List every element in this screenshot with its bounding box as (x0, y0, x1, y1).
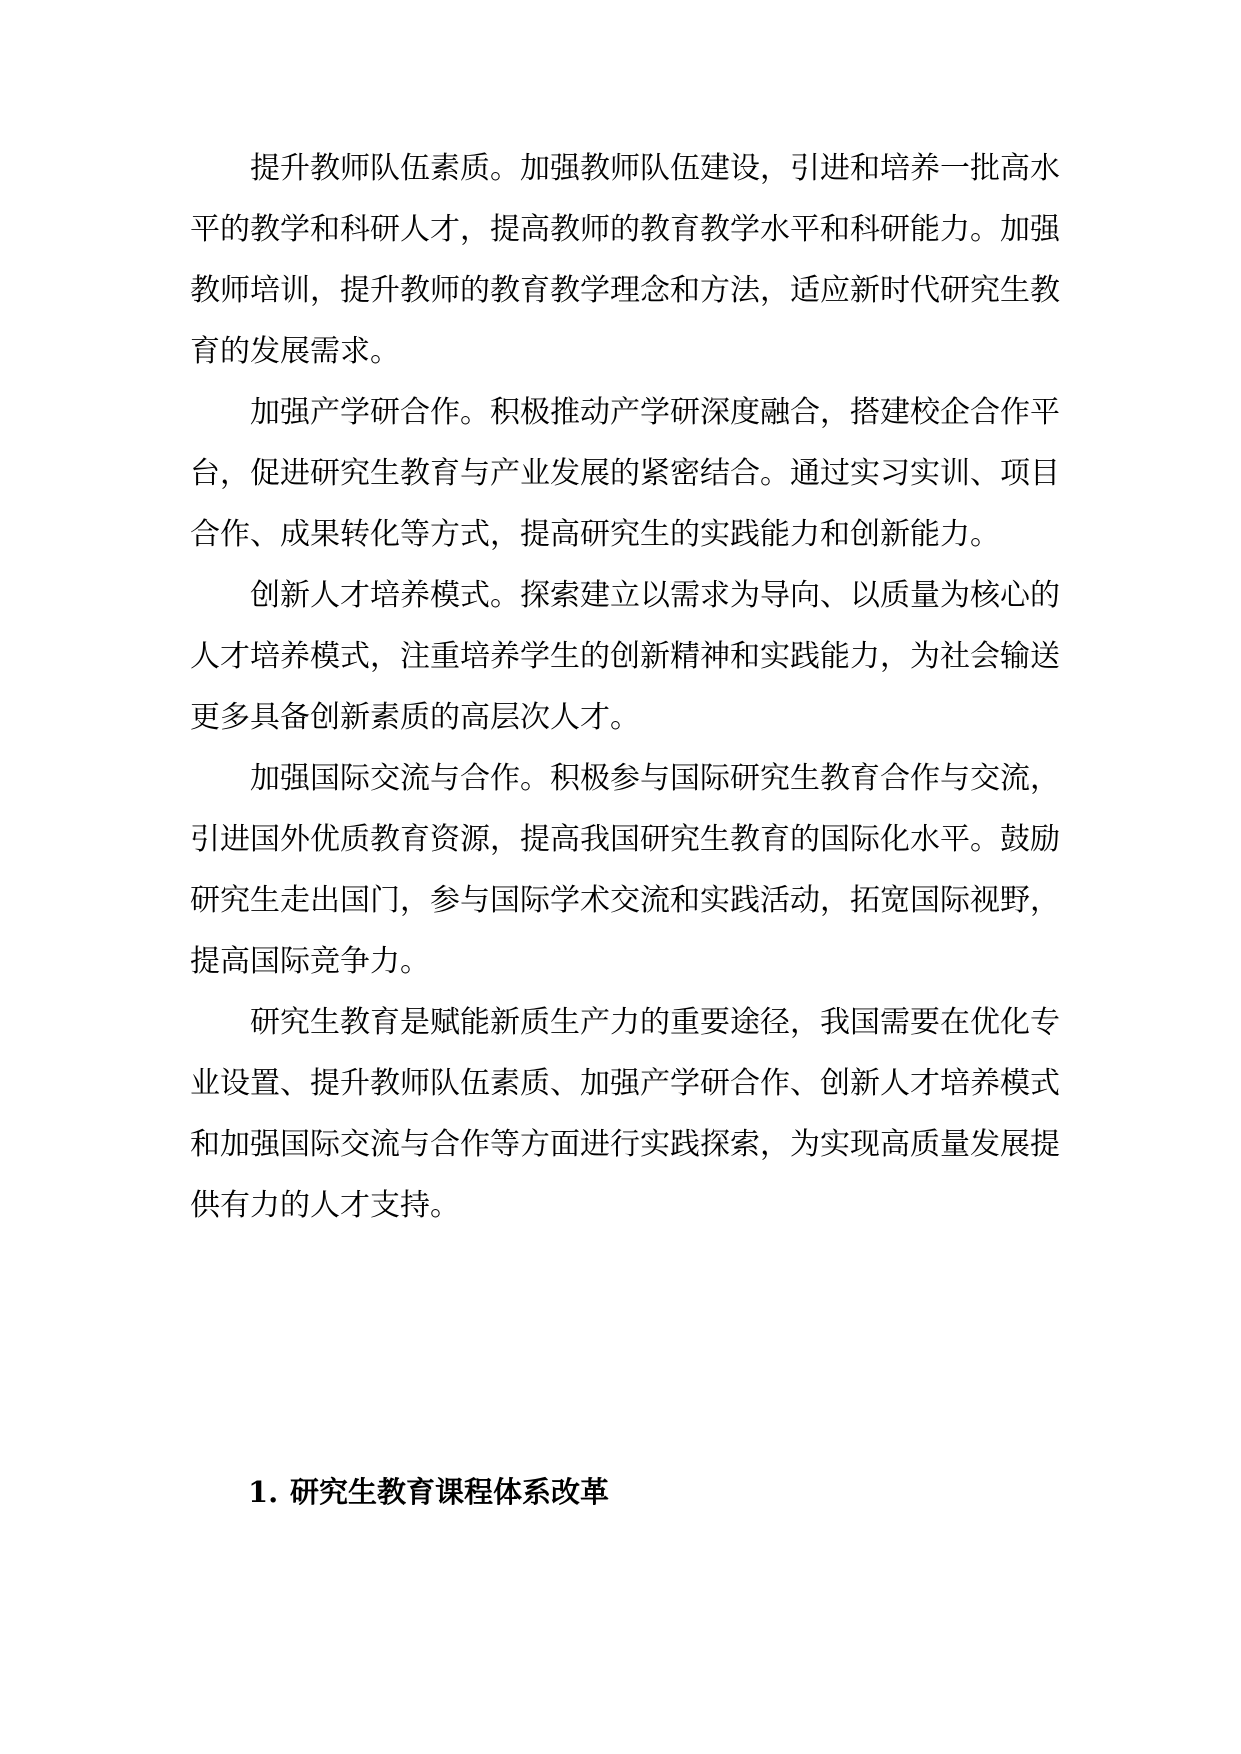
section-heading (248, 1472, 609, 1512)
paragraph-talent-model: 创新人才培养模式。探索建立以需求为导向、以质量为核心的人才培养模式，注重培养学生的创新精神和实践能力，为社会输送更多具备创新素质的高层次人才。 (190, 578, 1060, 735)
paragraph-conclusion: 研究生教育是赋能新质生产力的重要途径，我国需要在优化专业设置、提升教师队伍素质、加强产学研合作、创新人才培养模式和加强国际交流与合作等方面进行实践探索，为实现高质量发展提供有力的人才支持。 (190, 1005, 1060, 1223)
section-number: 1. (248, 1475, 279, 1509)
section-title: 研究生教育课程体系改革 (290, 1475, 610, 1509)
paragraph-industry-cooperation: 加强产学研合作。积极推动产学研深度融合，搭建校企合作平台，促进研究生教育与产业发展的紧密结合。通过实习实训、项目合作、成果转化等方式，提高研究生的实践能力和创新能力。 (190, 395, 1060, 552)
document-body (190, 138, 1060, 1236)
paragraph-international-exchange: 加强国际交流与合作。积极参与国际研究生教育合作与交流，引进国外优质教育资源，提高我国研究生教育的国际化水平。鼓励研究生走出国门，参与国际学术交流和实践活动，拓宽国际视野，提高国际竞争力。 (190, 761, 1060, 979)
paragraph-teacher-quality: 提升教师队伍素质。加强教师队伍建设，引进和培养一批高水平的教学和科研人才，提高教师的教育教学水平和科研能力。加强教师培训，提升教师的教育教学理念和方法，适应新时代研究生教育的发展需求。 (190, 151, 1060, 369)
